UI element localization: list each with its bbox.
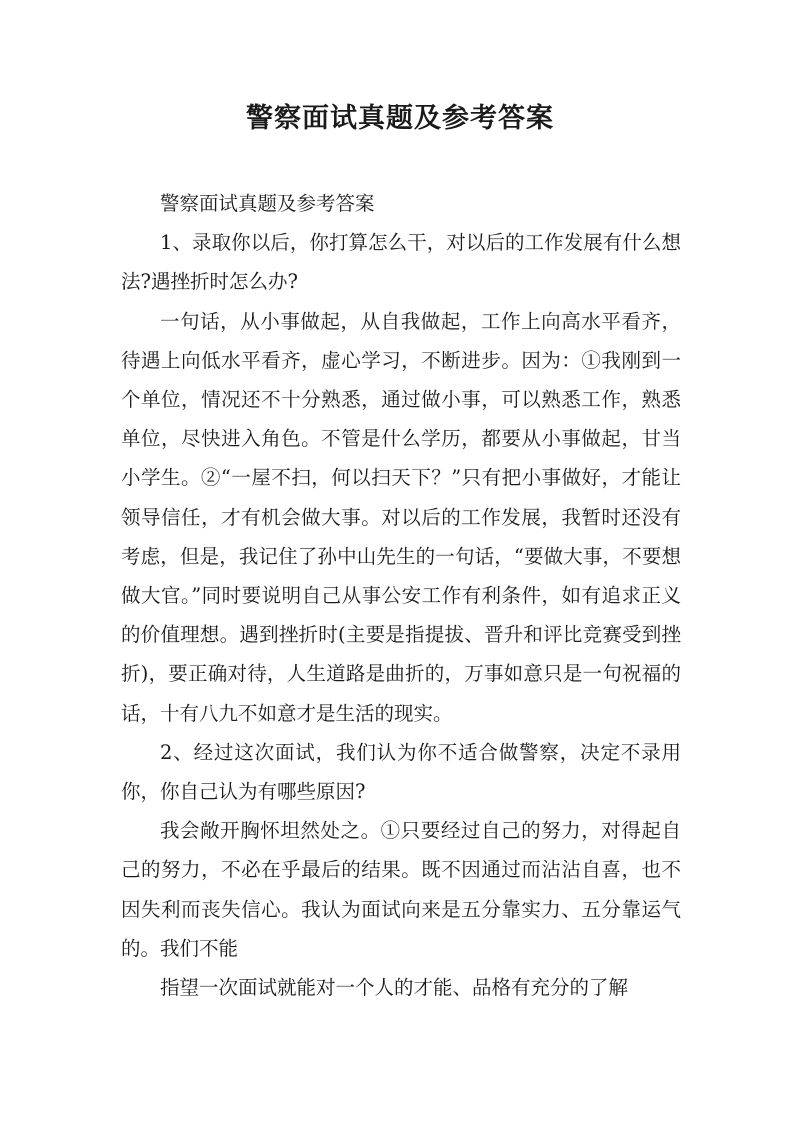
paragraph-question-2: 2、经过这次面试，我们认为你不适合做警察，决定不录用你，你自己认为有哪些原因? <box>121 740 681 804</box>
paragraph-subtitle: 警察面试真题及参考答案 <box>160 192 375 215</box>
paragraph-answer-2-continued: 指望一次面试就能对一个人的才能、品格有充分的了解 <box>160 976 629 1000</box>
paragraph-question-1: 1、录取你以后，你打算怎么干，对以后的工作发展有什么想法?遇挫折时怎么办? <box>121 231 681 294</box>
document-body <box>121 184 681 1007</box>
paragraph-answer-1: 一句话，从小事做起，从自我做起，工作上向高水平看齐，待遇上向低水平看齐，虚心学习，不断进步。因为：①我刚到一个单位，情况还不十分熟悉，通过做小事，可以熟悉工作，熟悉单位，尽快进入角色。不管是什么学历，都要从小事做起，甘当小学生。②“一屋不扫，何以扫天下？”只有把小事做好，才能让领导信任，才有机会做大事。对以后的工作发展，我暂时还没有考虑，但是，我记住了孙中山先生的一句话，“要做大事，不要想做大官。”同时要说明自己从事公安工作有利条件，如有追求正义的价值理想。遇到挫折时(主要是指提拔、晋升和评比竞赛受到挫折)，要正确对待，人生道路是曲折的，万事如意只是一句祝福的话，十有八九不如意才是生活的现实。 <box>121 309 681 725</box>
document-title: 警察面试真题及参考答案 <box>246 103 554 134</box>
paragraph-answer-2: 我会敞开胸怀坦然处之。①只要经过自己的努力，对得起自己的努力，不必在乎最后的结果。既不因通过而沾沾自喜，也不因失利而丧失信心。我认为面试向来是五分靠实力、五分靠运气的。我们不能 <box>121 819 681 960</box>
